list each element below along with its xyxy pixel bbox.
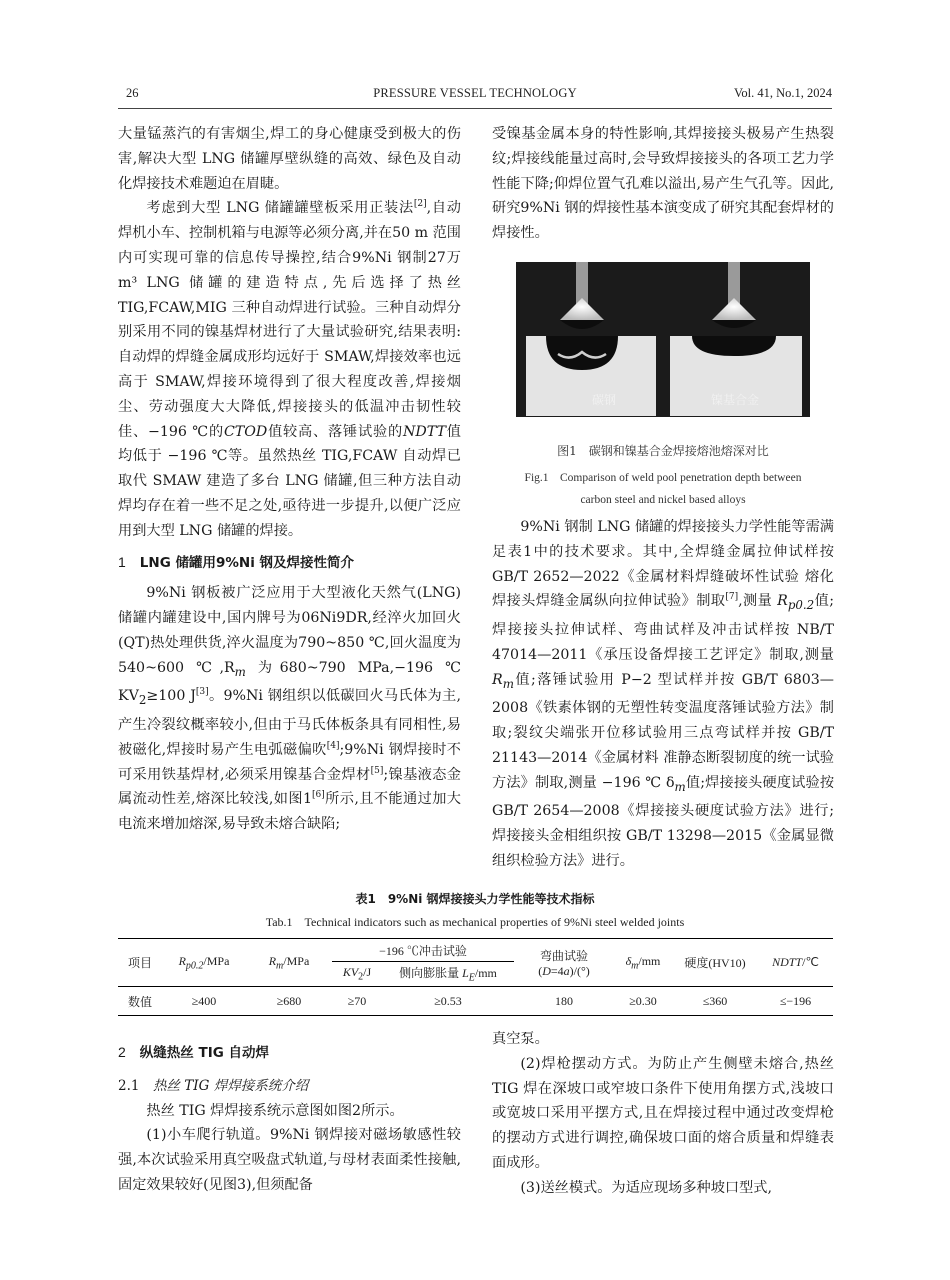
right-column-lower: [492, 1027, 834, 1201]
paragraph: 9%Ni 钢板被广泛应用于大型液化天然气(LNG)储罐内罐建设中,国内牌号为06Ni9DR,经淬火加回火(QT)热处理供货,淬火温度为790~850 ℃,回火温度为540~600 $℃,R_m$ 为680~790 MPa,−196 ℃ $KV_2\ge 100$ J[3]。9%Ni 钢组织以低碳回火马氏体为主,产生冷裂纹概率较小,但由于马氏体板条具有同相性,易被磁化,焊接时易产生电弧磁偏吹[4];9%Ni 钢焊接时不可采用铁基焊材,必须采用镍基合金焊材[5];镍基液态金属流动性差,熔深比较浅,如图1[6]所示,且不能通过加大电流来增加熔深,易导致未熔合缺陷;: [118, 585, 461, 833]
paragraph: (3)送丝模式。为适应现场多种坡口型式,: [520, 1179, 772, 1196]
cell-hardness: ≤360: [672, 987, 758, 1016]
cell-rm: ≥680: [246, 987, 332, 1016]
citation: [2]: [413, 199, 427, 210]
row-label: 数值: [118, 987, 162, 1016]
cell-delta-m: ≥0.30: [614, 987, 672, 1016]
header-ndtt: NDTT/℃: [758, 939, 833, 987]
figure-caption-cn: 图1 碳钢和镍基合金焊接熔池熔深对比: [557, 444, 769, 458]
cell-bend: 180: [514, 987, 614, 1016]
right-column-middle: [492, 515, 834, 874]
page-number: 26: [126, 86, 139, 100]
figure-1-image: [516, 262, 810, 417]
weld-penetration-illustration: [516, 262, 810, 417]
header-bend-test: 弯曲试验 (D=4a)/(°): [514, 939, 614, 987]
header-delta-m: $\delta_m/mm$: [614, 939, 672, 987]
paragraph: (1)小车爬行轨道。9%Ni 钢焊接对磁场敏感性较强,本次试验采用真空吸盘式轨道,与母材表面柔性接触,固定效果较好(见图3),但须配备: [118, 1127, 461, 1193]
label-carbon-steel: 碳钢: [591, 393, 617, 407]
header-rp02: $R_{p0.2}$/MPa: [162, 939, 246, 987]
table-row: [118, 987, 833, 1016]
cell-ndtt: ≤−196: [758, 987, 833, 1016]
citation: [7]: [725, 592, 739, 603]
cell-lateral-expansion: ≥0.53: [382, 987, 514, 1016]
paragraph: 受镍基金属本身的特性影响,其焊接接头极易产生热裂纹;焊接线能量过高时,会导致焊接接头的各项工艺力学性能下降;仰焊位置气孔难以溢出,易产生气孔等。因此,研究9%Ni 钢的焊接性基本演变成了研究其配套焊材的焊接性。: [492, 126, 834, 242]
running-header: [118, 86, 832, 109]
table-1: [118, 938, 833, 1016]
right-column-upper: [492, 122, 834, 246]
table-title-cn: 表1 9%Ni 钢焊接接头力学性能等技术指标: [355, 892, 595, 906]
figure-caption-en-line2: carbon steel and nickel based alloys: [580, 494, 746, 506]
section-heading: 1 LNG 储罐用9%Ni 钢及焊接性简介: [118, 553, 355, 571]
header-impact-test: −196 ℃冲击试验: [332, 939, 514, 962]
figure-caption-en: Fig.1 Comparison of weld pool penetration depth between: [524, 472, 802, 484]
paragraph: 大量锰蒸汽的有害烟尘,焊工的身心健康受到极大的伤害,解决大型 LNG 储罐厚壁纵缝的高效、绿色及自动化焊接技术难题迫在眉睫。: [118, 126, 461, 192]
left-column-upper: [118, 122, 461, 837]
citation: [3]: [195, 687, 209, 698]
paragraph: (2)焊枪摆动方式。为防止产生侧壁未熔合,热丝 TIG 焊在深坡口或窄坡口条件下使用角摆方式,浅坡口或宽坡口采用平摆方式,且在焊接过程中通过改变焊枪的摆动方式进行调控,确保坡口面的熔合质量和焊缝表面成形。: [492, 1055, 834, 1171]
label-nickel-alloy: 镍基合金: [710, 393, 760, 407]
volume-info: Vol. 41, No.1, 2024: [733, 86, 832, 100]
paragraph: 考虑到大型 LNG 储罐罐壁板采用正装法[2],自动焊机小车、控制机箱与电源等必须分离,并在50 m 范围内可实现可靠的信息传导操控,结合9%Ni 钢制27万 m³ LNG 储罐的建造特点,先后选择了热丝 TIG,FCAW,MIG 三种自动焊进行试验。三种自动焊分别采用不同的镍基焊材进行了大量试验研究,结果表明:自动焊的焊缝金属成形均远好于 SMAW,焊接效率也远高于 SMAW,焊接环境得到了很大程度改善,焊接烟尘、劳动强度大大降低,焊接接头的低温冲击韧性较佳、−196 ℃的CTOD值较高、落锤试验的NDTT值均低于 −196 ℃等。虽然热丝 TIG,FCAW 自动焊已取代 SMAW 建造了多台 LNG 储罐,但三种方法自动焊均存在着一些不足之处,亟待进一步提升,以便广泛应用到大型 LNG 储罐的焊接。: [118, 199, 461, 539]
table-title-en: Tab.1 Technical indicators such as mechanical properties of 9%Ni steel welded joints: [265, 915, 685, 929]
header-lateral-expansion: 侧向膨胀量 $L_E/mm$: [399, 966, 497, 984]
cell-rp02: ≥400: [162, 987, 246, 1016]
header-rm: $R_m$/MPa: [246, 939, 332, 987]
header-item: 项目: [118, 939, 162, 987]
section-heading: 2 纵缝热丝 TIG 自动焊: [118, 1044, 270, 1061]
citation: [6]: [311, 790, 325, 801]
header-hardness: 硬度(HV10): [672, 939, 758, 987]
citation: [4]: [326, 740, 340, 751]
header-kv2: $KV_2/J$: [342, 965, 372, 983]
paragraph: 9%Ni 钢制 LNG 储罐的焊接接头力学性能等需满足表1中的技术要求。其中,全焊缝金属拉伸试样按 GB/T 2652—2022《金属材料焊缝破坏性试验 熔化焊接头焊缝金属纵向拉伸试验》制取[7],测量 $R_{p0.2}$值;焊接接头拉伸试样、弯曲试样及冲击试样按 NB/T 47014—2011《承压设备焊接工艺评定》制取,测量 $R_m$值;落锤试验用 P−2 型试样并按 GB/T 6803—2008《铁素体钢的无塑性转变温度落锤试验方法》制取;裂纹尖端张开位移试验用三点弯试样并按 GB/T 21143—2014《金属材料 准静态断裂韧度的统一试验方法》制取,测量 −196 ℃ $\delta_m$值;焊接接头硬度试验按 GB/T 2654—2008《焊接接头硬度试验方法》进行;焊接接头金相组织按 GB/T 13298—2015《金属显微组织检验方法》进行。: [492, 519, 835, 869]
journal-name: PRESSURE VESSEL TECHNOLOGY: [373, 86, 577, 100]
table-header-row: [118, 939, 833, 962]
left-column-lower: [118, 1040, 461, 1198]
paragraph: 真空泵。: [492, 1031, 549, 1047]
paragraph: 热丝 TIG 焊焊接系统示意图如图2所示。: [146, 1102, 404, 1119]
cell-kv2: ≥70: [332, 987, 382, 1016]
citation: [5]: [370, 765, 384, 776]
subsection-heading: 2.1 热丝 TIG 焊焊接系统介绍: [118, 1077, 309, 1094]
